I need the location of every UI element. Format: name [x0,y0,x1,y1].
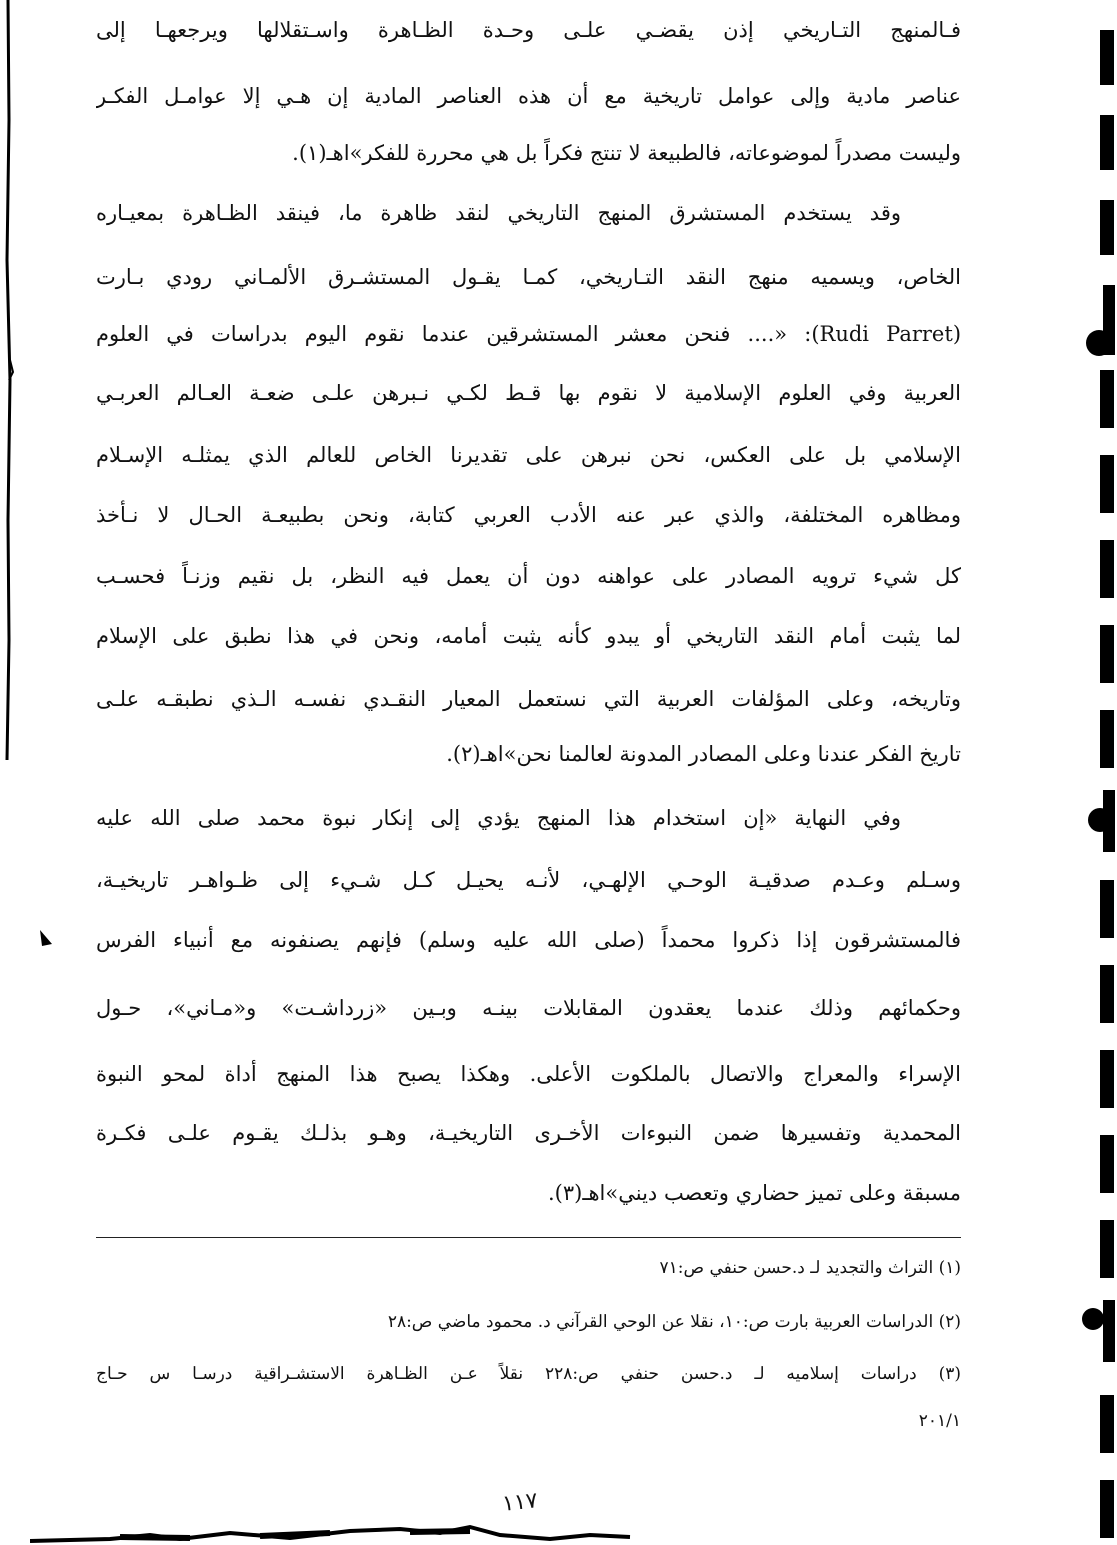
body-line: تاريخ الفكر عندنا وعلى المصادر المدونة لعالمنا نحن»اهـ(٢). [446,742,961,766]
body-line: عناصر مادية وإلى عوامل تاريخية مع أن هذه العناصر المادية إن هـي إلا عوامـل الفكـر [96,84,961,108]
edge-mark [1100,1395,1114,1453]
edge-mark [1100,1220,1114,1278]
body-line: كل شيء ترويه المصادر على عواهنه دون أن يعمل فيه النظر، بل نقيم وزنـاً فحسـب [96,564,961,588]
body-line: فـالمنهج التـاريخي إذن يقضـي علـى وحـدة الظـاهرة واسـتقلالها ويرجعهـا إلى [96,18,961,42]
edge-mark [1100,965,1114,1023]
page-number: ١١٧ [501,1488,539,1517]
edge-mark [1100,1050,1114,1108]
edge-mark [1100,370,1114,428]
body-line: وسـلم وعـدم صدقيـة الوحـي الإلهـي، لأنـه يحيـل كـل شـيء إلى ظـواهـر تاريخيـة، [96,868,961,892]
bottom-scan-line [30,1505,650,1545]
body-line: وليست مصدراً لموضوعاته، فالطبيعة لا تنتج فكراً بل هي محررة للفكر»اهـ(١). [292,141,961,165]
edge-mark [1103,1300,1115,1362]
body-line: العربية وفي العلوم الإسلامية لا نقوم بها قـط لكـي نـبرهن علـى ضعـة العـالم العربـي [96,381,961,405]
body-line: (Rudi Parret): «.... فنحن معشر المستشرقين عندما نقوم اليوم بدراسات في العلوم [96,322,961,346]
body-line: الإسلامي بل على العكس، نحن نبرهن على تقديرنا الخاص للعالم الذي يمثلـه الإسـلام [96,443,961,467]
footnote-item: ٢٠١/١ [918,1411,961,1431]
edge-dot [1088,808,1112,832]
body-line: الإسراء والمعراج والاتصال بالملكوت الأعلى. وهكذا يصبح هذا المنهج أداة لمحو النبوة [96,1062,961,1086]
footnote-item: (٢) الدراسات العربية بارت ص:١٠، نقلا عن الوحي القرآني د. محمود ماضي ص:٢٨ [387,1312,961,1332]
body-line: وحكمائهم وذلك عندما يعقدون المقابلات بينـه وبـين «زرداشـت» و«مـاني»، حـول [96,996,961,1020]
edge-dot [1082,1308,1104,1330]
edge-mark [1100,455,1114,513]
edge-mark [1100,710,1114,768]
edge-mark [1100,540,1114,598]
edge-mark [1100,30,1114,85]
body-line: فالمستشرقون إذا ذكروا محمداً (صلى الله عليه وسلم) فإنهم يصنفونه مع أنبياء الفرس [96,928,961,952]
body-line: وقد يستخدم المستشرق المنهج التاريخي لنقد ظاهرة ما، فينقد الظـاهرة بمعيـاره [96,201,901,225]
body-line: وفي النهاية «إن استخدام هذا المنهج يؤدي إلى إنكار نبوة محمد صلى الله عليه [96,806,901,830]
edge-mark [1100,1135,1114,1193]
edge-mark [1100,115,1114,170]
body-line: ومظاهره المختلفة، والذي عبر عنه الأدب العربي كتابة، ونحن بطبيعـة الحـال لا نـأخذ [96,503,961,527]
binding-edge-mark [0,0,20,760]
body-line: لما يثبت أمام النقد التاريخي أو يبدو كأنه يثبت أمامه، ونحن في هذا نطبق على الإسلام [96,624,961,648]
footnote-item: (٣) دراسات إسلاميه لـ د.حسن حنفي ص:٢٢٨ نقلاً عـن الظـاهرة الاستشـراقية درسـا س حـاج [96,1364,961,1384]
footnote-item: (١) التراث والتجديد لـ د.حسن حنفي ص:٧١ [659,1258,961,1278]
footnote-separator [96,1237,961,1238]
edge-mark [1100,1480,1114,1538]
margin-arrow-mark [38,930,54,948]
edge-mark [1100,880,1114,938]
edge-mark [1100,200,1114,255]
body-line: المحمدية وتفسيرها ضمن النبوءات الأخـرى التاريخيـة، وهـو بذلـك يقـوم علـى فكـرة [96,1121,961,1145]
edge-mark [1100,625,1114,683]
body-line: وتاريخه، وعلى المؤلفات العربية التي نستعمل المعيار النقـدي نفسـه الـذي نطبقـه علـى [96,687,961,711]
edge-dot [1086,330,1112,356]
body-line: مسبقة وعلى تميز حضاري وتعصب ديني»اهـ(٣). [547,1181,961,1205]
body-line: الخاص، ويسميه منهج النقد التـاريخي، كمـا يقـول المستشـرق الألمـاني رودي بـارت [96,265,961,289]
